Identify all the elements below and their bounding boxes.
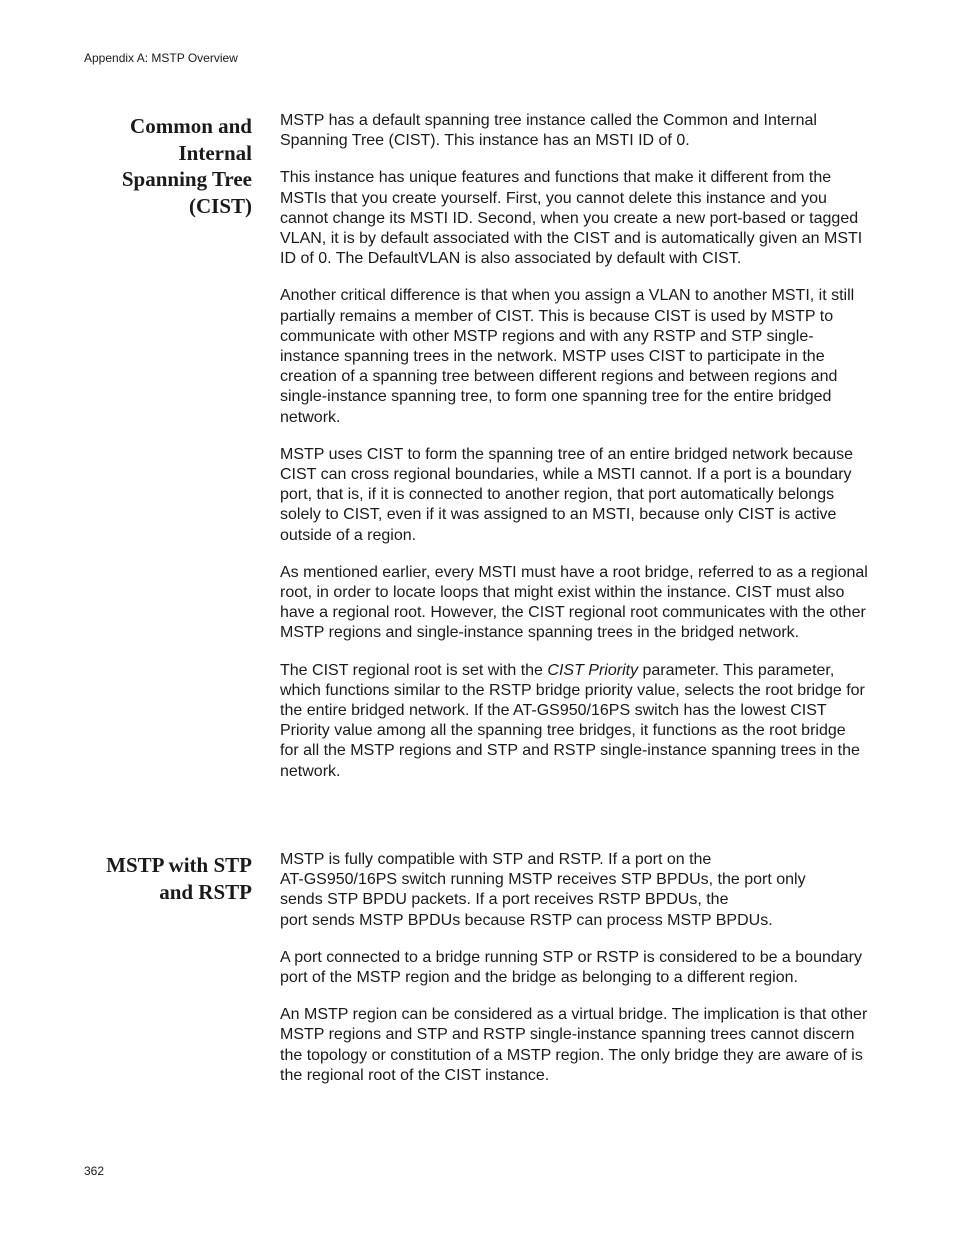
- paragraph-cist-priority: [280, 661, 868, 782]
- section-body-cist: [280, 111, 868, 799]
- paragraph: Another critical difference is that when you assign a VLAN to another MSTI, it still partially remains a member of CIST. This is because CIST is used by MSTP to communicate with other MSTP regions and with any RSTP and STP single-instance spanning trees in the network. MSTP uses CIST to participate in the creation of a spanning tree between different regions and between regions and single-instance spanning tree, to form one spanning tree for the entire bridged network.: [280, 287, 855, 426]
- paragraph: An MSTP region can be considered as a virtual bridge. The implication is that other MSTP regions and STP and RSTP single-instance spanning trees cannot discern the topology or constitution of a MSTP region. The only bridge they are aware of is the regional root of the CIST instance.: [280, 1006, 868, 1084]
- heading-line: Internal: [178, 140, 252, 165]
- paragraph-line: AT-GS950/16PS switch running MSTP receives STP BPDUs, the port only: [280, 871, 806, 889]
- section-heading-cist: [60, 113, 252, 219]
- heading-line: Spanning Tree: [121, 167, 252, 191]
- parameter-name-emphasis: CIST Priority: [547, 661, 639, 679]
- heading-line: Common and: [130, 114, 252, 138]
- paragraph-line: MSTP is fully compatible with STP and RSTP. If a port on the: [280, 851, 712, 868]
- heading-line: (CIST): [188, 193, 252, 218]
- section-body-mstp-stp-rstp: [280, 850, 868, 1103]
- paragraph: As mentioned earlier, every MSTI must have a root bridge, referred to as a regional root, in order to locate loops that might exist within the instance. CIST must also have a regional root. However, the CIST regional root communicates with the other MSTP regions and single-instance spanning trees in the bridged network.: [280, 563, 868, 642]
- paragraph-text: The CIST regional root is set with the: [280, 661, 548, 679]
- paragraph: MSTP uses CIST to form the spanning tree of an entire bridged network because CIST can cross regional boundaries, while a MSTI cannot. If a port is a boundary port, that is, if it is connected to another region, that port automatically belongs solely to CIST, even if it was assigned to an MSTI, because only CIST is active outside of a region.: [280, 445, 854, 544]
- paragraph-compatibility: [280, 850, 868, 931]
- section-heading-mstp-stp-rstp: [60, 852, 252, 905]
- running-header: Appendix A: MSTP Overview: [84, 51, 238, 65]
- page-number: 362: [84, 1164, 105, 1178]
- heading-line: MSTP with STP: [106, 853, 252, 877]
- paragraph-text: parameter. This parameter, which functions similar to the RSTP bridge priority value, selects the root bridge for the entire bridged network. If the AT-GS950/16PS switch has the lowest CIST Priority value among all the spanning tree bridges, it functions as the root bridge for all the MSTP regions and STP and RSTP single-instance spanning trees in the network.: [280, 661, 865, 780]
- paragraph-line: sends STP BPDU packets. If a port receives RSTP BPDUs, the: [280, 891, 729, 909]
- paragraph-line: port sends MSTP BPDUs because RSTP can process MSTP BPDUs.: [280, 911, 773, 929]
- paragraph: This instance has unique features and functions that make it different from the MSTIs that you create yourself. First, you cannot delete this instance and you cannot change its MSTI ID. Second, when you create a new port-based or tagged VLAN, it is by default associated with the CIST and is automatically given an MSTI ID of 0. The DefaultVLAN is also associated by default with CIST.: [280, 169, 863, 268]
- paragraph: MSTP has a default spanning tree instance called the Common and Internal Spanning Tree (CIST). This instance has an MSTI ID of 0.: [280, 112, 817, 150]
- heading-line: and RSTP: [159, 879, 252, 904]
- paragraph: A port connected to a bridge running STP or RSTP is considered to be a boundary port of the MSTP region and the bridge as belonging to a different region.: [280, 948, 862, 987]
